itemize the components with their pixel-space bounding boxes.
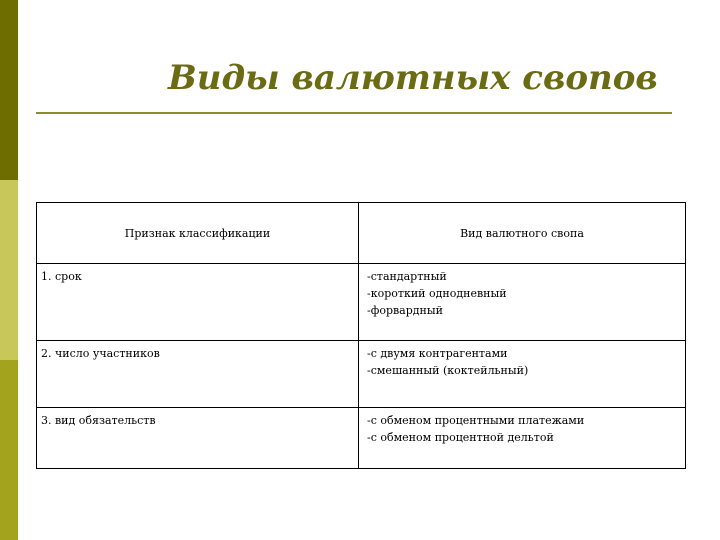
header-swap-type	[359, 203, 686, 264]
swap-types-cell	[359, 408, 686, 469]
left-accent-bar-top	[0, 0, 18, 180]
swap-type-item: -с двумя контрагентами	[367, 347, 508, 360]
swap-types-cell	[359, 341, 686, 408]
table-row	[37, 408, 686, 469]
swap-types-cell	[359, 264, 686, 341]
table-row	[37, 341, 686, 408]
left-accent-bar-bottom	[0, 360, 18, 540]
left-accent-bar-middle	[0, 180, 18, 360]
criterion-cell: 1. срок	[37, 264, 359, 341]
criterion-cell: 3. вид обязательств	[37, 408, 359, 469]
swap-type-item: -смешанный (коктейльный)	[367, 364, 529, 377]
classification-table	[36, 202, 686, 469]
swap-type-item: -стандартный	[367, 270, 447, 283]
header-criterion	[37, 203, 359, 264]
table-header-row	[37, 203, 686, 264]
header-swap-type-label: Вид валютного свопа	[460, 227, 584, 240]
title-underline	[36, 112, 672, 114]
swap-type-item: -форвардный	[367, 304, 443, 317]
swap-type-item: -с обменом процентными платежами	[367, 414, 585, 427]
slide-title: Виды валютных свопов	[168, 58, 658, 98]
swap-type-item: -короткий однодневный	[367, 287, 507, 300]
header-criterion-label: Признак классификации	[124, 227, 271, 240]
criterion-cell: 2. число участников	[37, 341, 359, 408]
swap-type-item: -с обменом процентной дельтой	[367, 431, 554, 444]
table-row	[37, 264, 686, 341]
